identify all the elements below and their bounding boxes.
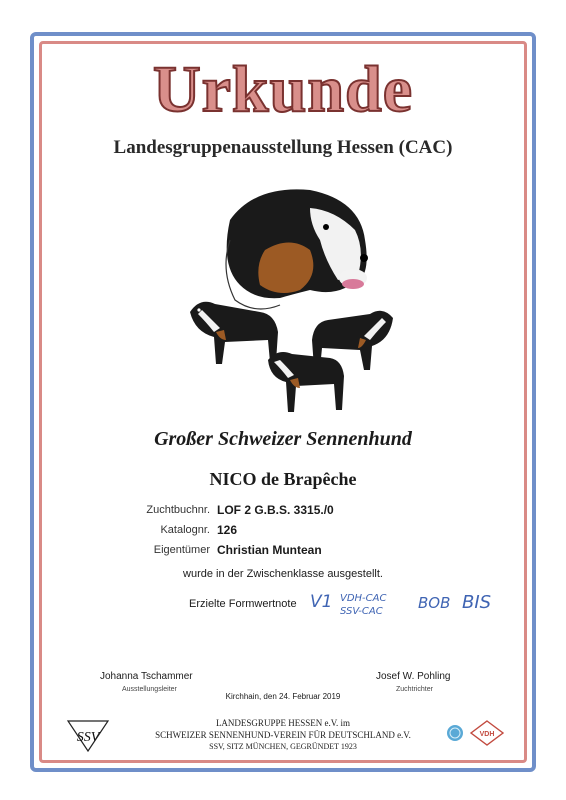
certificate-title: Urkunde xyxy=(152,53,414,126)
place-and-date: Kirchhain, den 24. Februar 2019 xyxy=(225,692,341,701)
signature-right-role: Zuchtrichter xyxy=(396,686,433,693)
vdh-logo-text: VDH xyxy=(479,731,495,738)
label-zuchtbuchnr: Zuchtbuchnr. xyxy=(146,504,210,516)
footer-line-2: SCHWEIZER SENNENHUND-VEREIN FÜR DEUTSCHLAND e.V. xyxy=(155,730,411,740)
signature-left-name: Johanna Tschammer xyxy=(100,671,193,682)
dog-bottom-illustration xyxy=(268,352,344,412)
handwritten-award-top: VDH-CAC xyxy=(340,593,387,604)
bernese-dog-illustration xyxy=(160,180,420,420)
footer-line-1: LANDESGRUPPE HESSEN e.V. im xyxy=(215,718,351,728)
class-note: wurde in der Zwischenklasse ausgestellt. xyxy=(183,568,383,580)
value-zuchtbuchnr: LOF 2 G.B.S. 3315./0 xyxy=(217,503,334,517)
signature-left-role: Ausstellungsleiter xyxy=(122,686,177,693)
handwritten-award-bottom: SSV-CAC xyxy=(340,606,383,617)
label-katalognr: Katalognr. xyxy=(160,524,210,536)
handwritten-bob: BOB xyxy=(418,594,451,612)
dog-left-illustration xyxy=(190,302,278,364)
signature-right-name: Josef W. Pohling xyxy=(376,671,451,682)
footer-line-3: SSV, SITZ MÜNCHEN, GEGRÜNDET 1923 xyxy=(209,742,357,751)
label-eigentuemer: Eigentümer xyxy=(153,544,210,556)
formwert-label: Erzielte Formwertnote xyxy=(189,598,297,610)
dog-head-illustration xyxy=(226,189,368,309)
certificate-subtitle: Landesgruppenausstellung Hessen (CAC) xyxy=(113,137,453,158)
breed-name: Großer Schweizer Sennenhund xyxy=(154,428,412,450)
blue-badge-icon xyxy=(446,724,464,742)
vdh-logo-icon xyxy=(470,720,504,746)
handwritten-grade: V1 xyxy=(310,592,333,612)
dog-name: NICO de Brapêche xyxy=(209,469,357,489)
ssv-logo-text: SSV xyxy=(76,730,100,745)
handwritten-bis: BIS xyxy=(462,592,492,613)
value-eigentuemer: Christian Muntean xyxy=(217,543,322,557)
value-katalognr: 126 xyxy=(217,523,238,537)
